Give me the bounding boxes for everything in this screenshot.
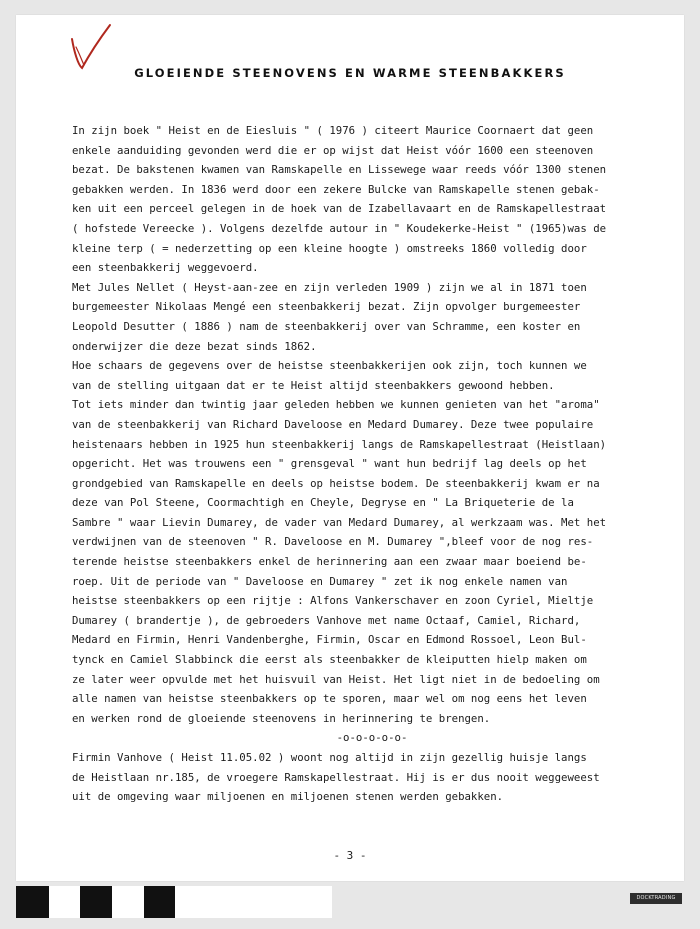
text-line: ken uit een perceel gelegen in de hoek van de Izabellavaart en de Ramskapellestraat: [72, 202, 607, 216]
text-line: kleine terp ( = nederzetting op een kleine hoogte ) omstreeks 1860 volledig door: [72, 241, 587, 255]
text-line: Firmin Vanhove ( Heist 11.05.02 ) woont nog altijd in zijn gezellig huisje langs: [72, 751, 587, 764]
text-line: Leopold Desutter ( 1886 ) nam de steenbakkerij over van Schramme, een koster en: [72, 319, 581, 333]
text-line: Hoe schaars de gegevens over de heistse steenbakkerijen ook zijn, toch kunnen we: [72, 359, 587, 373]
archive-label: DOCKTRADING: [630, 893, 682, 904]
document-page: [16, 15, 684, 881]
text-line: opgericht. Het was trouwens een " grensgeval " want hun bedrijf lag deels op het: [72, 457, 587, 471]
text-line: enkele aanduiding gevonden werd die er op wijst dat Heist vóór 1600 een steenoven: [72, 143, 594, 157]
text-line: verdwijnen van de steenoven " R. Daveloose en M. Dumarey ",bleef voor de nog res-: [72, 535, 594, 549]
text-line: gebakken werden. In 1836 werd door een zekere Bulcke van Ramskapelle stenen gebak-: [72, 182, 600, 196]
text-line: alle namen van heistse steenbakkers op te sporen, maar wel om nog eens het leven: [72, 692, 587, 706]
text-line: grondgebied van Ramskapelle en deels op heistse bodem. De steenbakkerij kwam er na: [72, 476, 600, 490]
text-line: de Heistlaan nr.185, de vroegere Ramskapellestraat. Hij is er dus nooit weggeweest: [72, 770, 600, 784]
text-line: onderwijzer die deze bezat sinds 1862.: [72, 339, 317, 353]
text-line: van de stelling uitgaan dat er te Heist altijd steenbakkers gewoond hebben.: [72, 378, 555, 392]
text-line: roep. Uit de periode van " Daveloose en Dumarey " zet ik nog enkele namen van: [72, 574, 568, 588]
text-line: heistenaars hebben in 1925 hun steenbakkerij langs de Ramskapellestraat (Heistlaan): [72, 437, 607, 451]
text-line: uit de omgeving waar miljoenen en miljoenen stenen werden gebakken.: [72, 790, 504, 804]
page-number: - 3 -: [333, 849, 367, 862]
text-line: heistse steenbakkers op een rijtje : Alfons Vankerschaver en zoon Cyriel, Mieltje: [72, 594, 594, 608]
text-line: Dumarey ( brandertje ), de gebroeders Vanhove met name Octaaf, Camiel, Richard,: [72, 613, 581, 627]
text-line: In zijn boek " Heist en de Eiesluis " ( 1976 ) citeert Maurice Coornaert dat geen: [72, 124, 594, 137]
text-line: ze later weer opvulde met het huisvuil van Heist. Het ligt niet in de bedoeling om: [72, 672, 600, 686]
text-line: terende heistse steenbakkers enkel de herinnering aan een zwaar maar boeiend be-: [72, 555, 587, 569]
handwritten-check-mark: [68, 21, 116, 71]
text-line: burgemeester Nikolaas Mengé een steenbakkerij bezat. Zijn opvolger burgemeester: [72, 300, 581, 314]
text-line: Medard en Firmin, Henri Vandenberghe, Firmin, Oscar en Edmond Rossoel, Leon Bul-: [72, 633, 587, 647]
text-line: deze van Pol Steene, Coormachtigh en Cheyle, Degryse en " La Briqueterie de la: [72, 496, 574, 510]
text-line: Met Jules Nellet ( Heyst-aan-zee en zijn verleden 1909 ) zijn we al in 1871 toen: [72, 280, 587, 294]
document-body: [72, 121, 672, 807]
text-line: ( hofstede Vereecke ). Volgens dezelfde autour in " Koudekerke-Heist " (1965)was de: [72, 221, 607, 235]
text-line: en werken rond de gloeiende steenovens in herinnering te brengen.: [72, 711, 491, 725]
scan-calibration-bar: [16, 886, 332, 918]
text-line: bezat. De bakstenen kwamen van Ramskapelle en Lissewege waar reeds vóór 1300 stenen: [72, 163, 607, 177]
document-title: GLOEIENDE STEENOVENS EN WARME STEENBAKKERS: [134, 66, 566, 80]
text-line: van de steenbakkerij van Richard Daveloose en Medard Dumarey. Deze twee populaire: [72, 417, 594, 431]
text-line: Sambre " waar Lievin Dumarey, de vader van Medard Dumarey, al werkzaam was. Met het: [72, 515, 607, 529]
text-line: Tot iets minder dan twintig jaar geleden hebben we kunnen genieten van het "aroma": [72, 398, 600, 412]
section-separator: -o-o-o-o-o-: [336, 731, 408, 745]
text-line: een steenbakkerij weggevoerd.: [72, 261, 259, 275]
text-line: tynck en Camiel Slabbinck die eerst als steenbakker de kleiputten hielp maken om: [72, 653, 587, 667]
